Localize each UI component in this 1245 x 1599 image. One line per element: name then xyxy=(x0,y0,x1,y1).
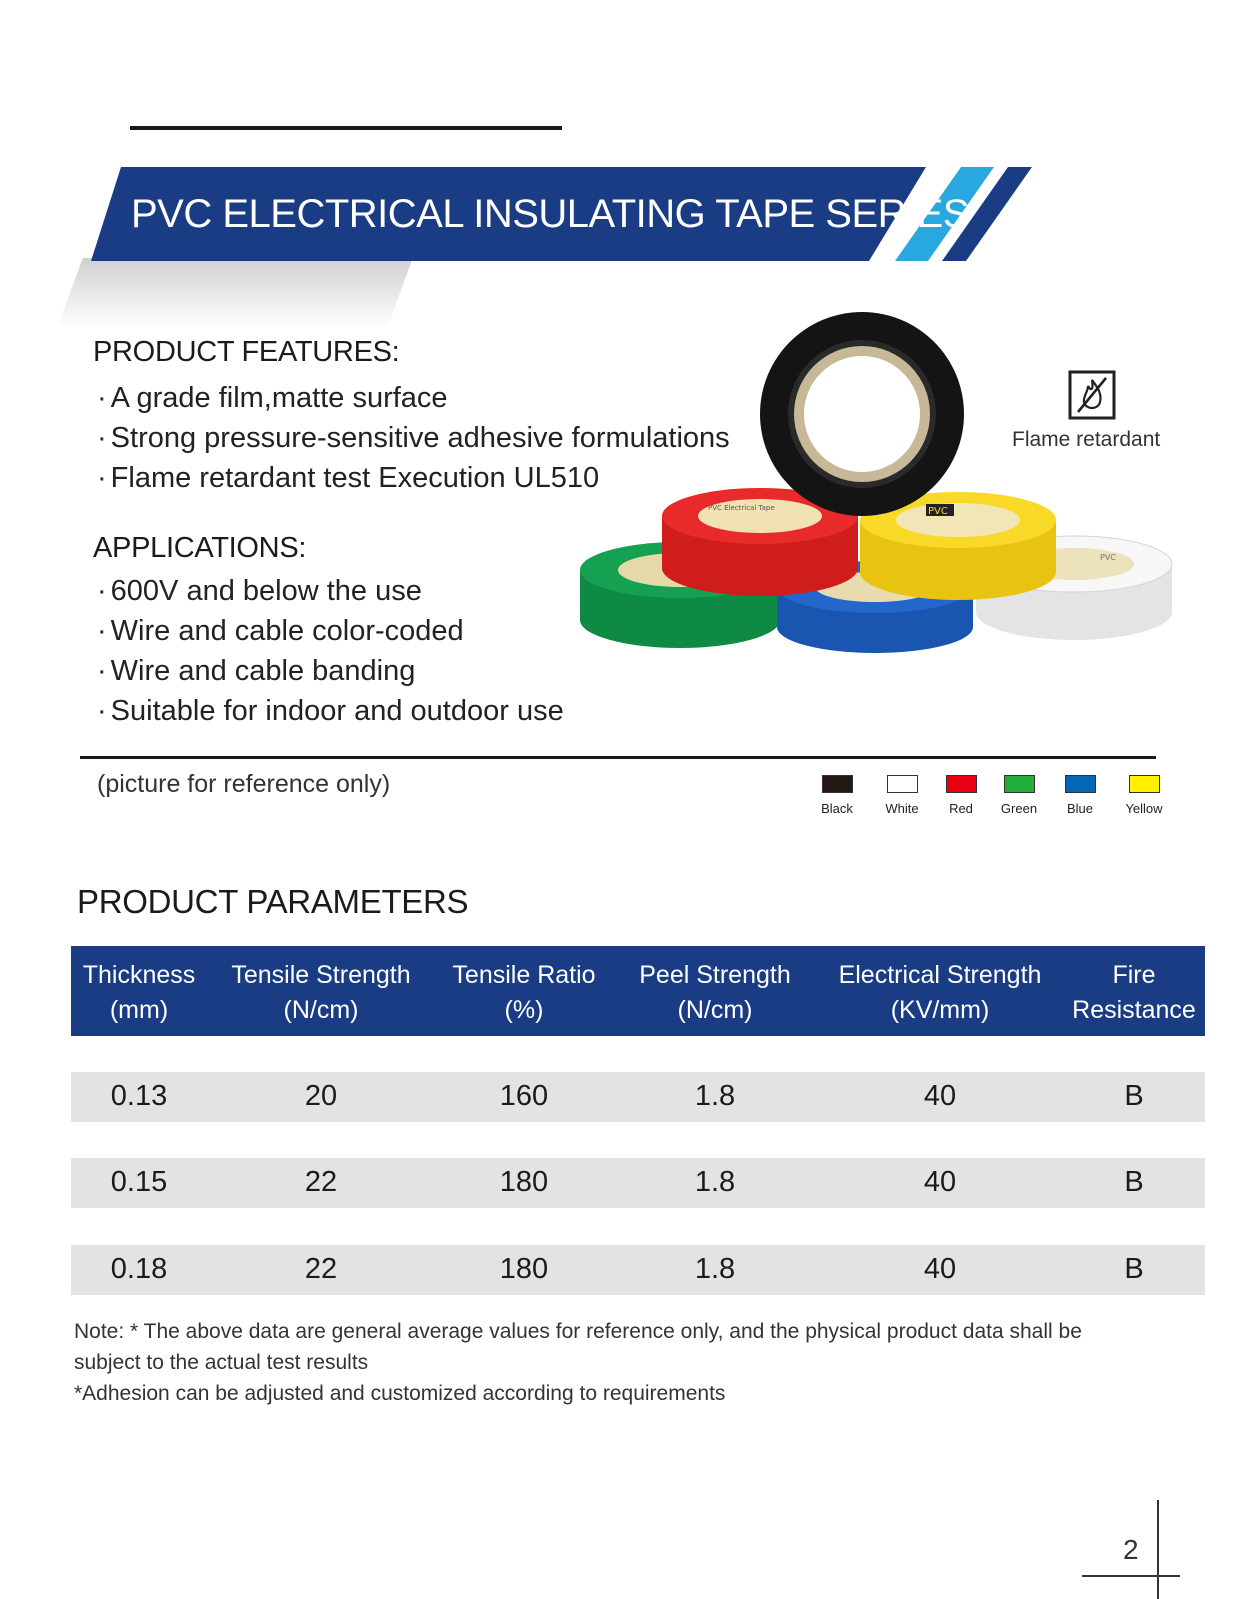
column-header: Fire Resistance xyxy=(1072,961,1196,1024)
swatch-black xyxy=(822,775,853,793)
table-cell: 0.15 xyxy=(110,1166,168,1198)
column-header: Peel Strength (N/cm) xyxy=(639,961,791,1024)
table-cell: 1.8 xyxy=(694,1080,736,1112)
footnotes xyxy=(74,1316,1154,1409)
swatch-label: Yellow xyxy=(1125,801,1163,816)
page-number: 2 xyxy=(1123,1534,1139,1565)
table-cell: B xyxy=(1124,1166,1144,1198)
table-cell: 1.8 xyxy=(694,1253,736,1285)
applications-list xyxy=(97,571,564,731)
application-item: · Wire and cable banding xyxy=(97,651,564,691)
footnote: Note: * The above data are general average values for reference only, and the physical product data shall be subject to the actual test results xyxy=(74,1320,1082,1374)
column-header: Electrical Strength (KV/mm) xyxy=(838,961,1042,1024)
swatch-label: Green xyxy=(1000,801,1038,816)
table-cell: 40 xyxy=(923,1253,957,1285)
table-cell: 40 xyxy=(923,1080,957,1112)
swatch-yellow xyxy=(1129,775,1160,793)
parameters-table-header xyxy=(71,946,1205,1036)
table-cell: B xyxy=(1124,1253,1144,1285)
flame-retardant-label: Flame retardant xyxy=(1012,428,1161,451)
table-row xyxy=(71,1072,1205,1122)
table-cell: 22 xyxy=(304,1253,338,1285)
table-row xyxy=(71,1158,1205,1208)
tape-rolls-illustration xyxy=(580,312,1190,662)
column-header: Thickness (mm) xyxy=(82,961,196,1024)
top-rule xyxy=(130,126,562,130)
red-roll-label: PVC Electrical Tape xyxy=(708,504,775,512)
section-divider xyxy=(80,756,1156,759)
feature-item: · Strong pressure-sensitive adhesive formulations xyxy=(97,418,730,458)
swatch-green xyxy=(1004,775,1035,793)
applications-heading: APPLICATIONS: xyxy=(93,532,307,564)
features-heading: PRODUCT FEATURES: xyxy=(93,336,400,368)
banner-title: PVC ELECTRICAL INSULATING TAPE SERIES xyxy=(131,192,970,236)
parameters-title: PRODUCT PARAMETERS xyxy=(77,883,469,920)
column-header: Tensile Strength (N/cm) xyxy=(231,961,411,1024)
white-roll-label: PVC xyxy=(1100,553,1116,562)
page-marker-vertical xyxy=(1157,1500,1159,1599)
table-cell: 180 xyxy=(499,1253,549,1285)
table-cell: B xyxy=(1124,1080,1144,1112)
feature-item: · A grade film,matte surface xyxy=(97,378,730,418)
table-cell: 0.18 xyxy=(110,1253,168,1285)
table-cell: 180 xyxy=(499,1166,549,1198)
swatch-blue xyxy=(1065,775,1096,793)
application-item: · Wire and cable color-coded xyxy=(97,611,564,651)
page-marker-horizontal xyxy=(1082,1575,1180,1577)
table-cell: 1.8 xyxy=(694,1166,736,1198)
reference-note: (picture for reference only) xyxy=(97,770,391,798)
swatch-red xyxy=(946,775,977,793)
banner-shadow xyxy=(57,258,412,328)
table-row xyxy=(71,1245,1205,1295)
swatch-label: Red xyxy=(949,801,973,816)
flame-retardant-icon xyxy=(1068,370,1116,420)
table-cell: 40 xyxy=(923,1166,957,1198)
table-cell: 160 xyxy=(499,1080,549,1112)
footnote: *Adhesion can be adjusted and customized according to requirements xyxy=(74,1382,726,1405)
yellow-roll-label: PVC xyxy=(928,506,948,517)
application-item: · Suitable for indoor and outdoor use xyxy=(97,691,564,731)
black-tape-roll xyxy=(760,312,964,516)
swatch-label: White xyxy=(885,801,919,816)
table-cell: 22 xyxy=(304,1166,338,1198)
table-cell: 0.13 xyxy=(110,1080,168,1112)
swatch-label: Black xyxy=(821,801,853,816)
application-item: · 600V and below the use xyxy=(97,571,564,611)
swatch-white xyxy=(887,775,918,793)
feature-item: · Flame retardant test Execution UL510 xyxy=(97,458,730,498)
swatch-label: Blue xyxy=(1066,801,1094,816)
column-header: Tensile Ratio (%) xyxy=(452,961,596,1024)
table-cell: 20 xyxy=(304,1080,338,1112)
